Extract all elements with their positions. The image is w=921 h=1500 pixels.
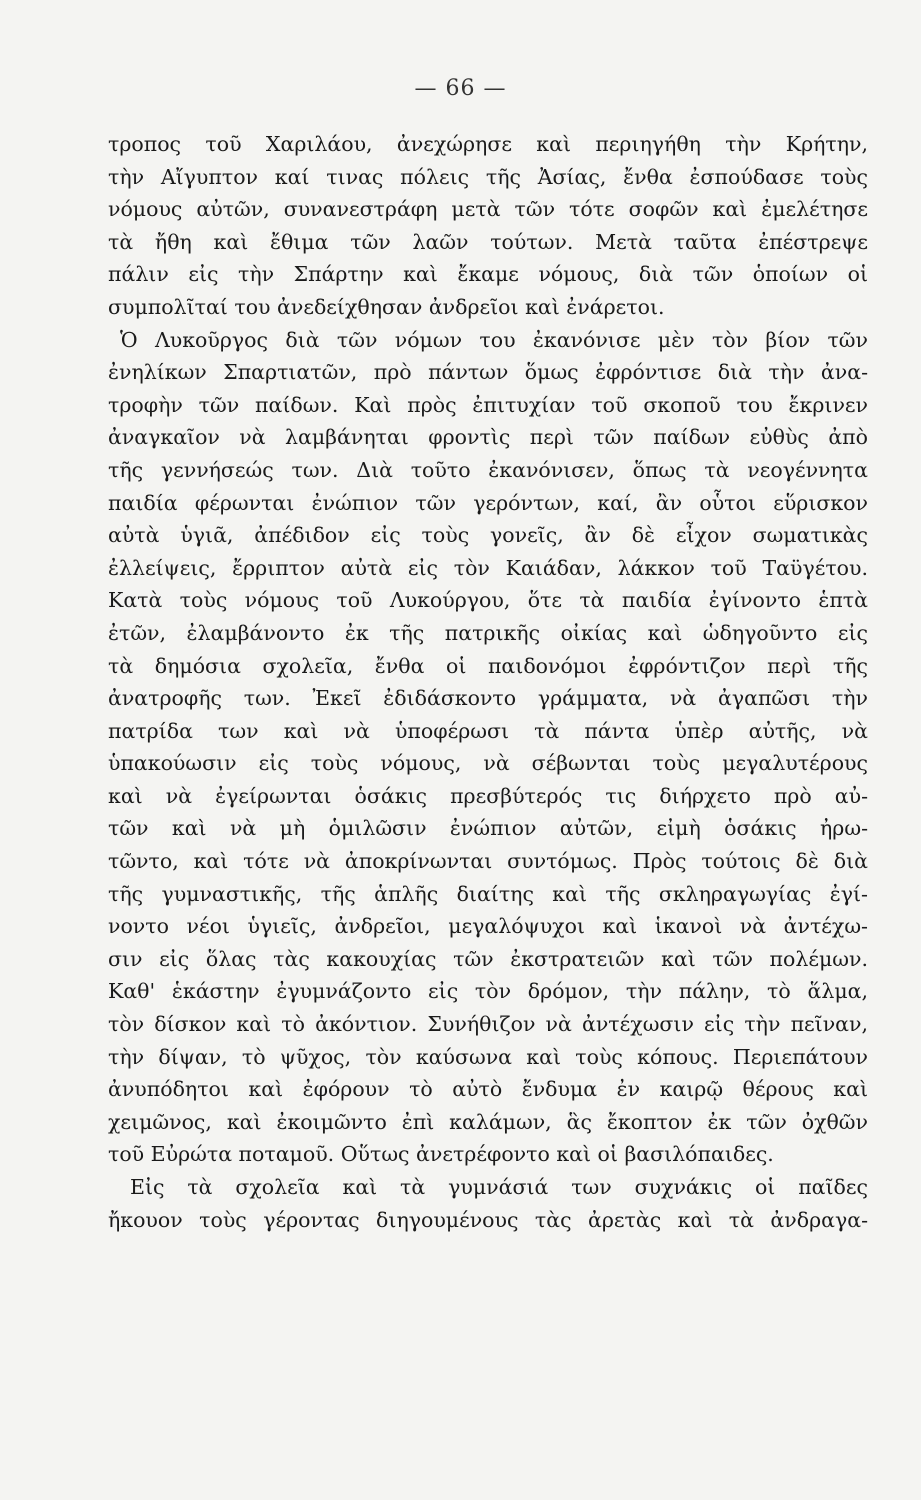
text-line: τῆς γυμναστικῆς, τῆς ἁπλῆς διαίτης καὶ τῆς σκληραγωγίας ἐγί- [108,881,868,906]
text-line: νόμους αὐτῶν, συνανεστράφη μετὰ τῶν τότε σοφῶν καὶ ἐμελέτησε [108,197,868,222]
text-line: τὴν Αἴγυπτον καί τινας πόλεις τῆς Ἀσίας, ἔνθα ἐσπούδασε τοὺς [108,164,868,189]
text-line: παιδία φέρωνται ἐνώπιον τῶν γερόντων, καί, ἂν οὗτοι εὕρισκον [108,490,868,515]
text-line: νοντο νέοι ὑγιεῖς, ἀνδρεῖοι, μεγαλόψυχοι καὶ ἱκανοὶ νὰ ἀντέχω- [108,914,868,939]
text-line: Ὁ Λυκοῦργος διὰ τῶν νόμων του ἐκανόνισε μὲν τὸν βίον τῶν [120,327,868,352]
text-line: Καθ' ἑκάστην ἐγυμνάζοντο εἰς τὸν δρόμον, τὴν πάλην, τὸ ἅλμα, [108,979,868,1004]
text-line: σιν εἰς ὅλας τὰς κακουχίας τῶν ἐκστρατειῶν καὶ τῶν πολέμων. [108,946,868,971]
text-line: τῶν καὶ νὰ μὴ ὁμιλῶσιν ἐνώπιον αὐτῶν, εἰμὴ ὁσάκις ἠρω- [108,816,868,841]
text-line: τὰ ἤθη καὶ ἔθιμα τῶν λαῶν τούτων. Μετὰ ταῦτα ἐπέστρεψε [108,229,868,254]
body-text [108,128,868,1236]
text-line: τὴν δίψαν, τὸ ψῦχος, τὸν καύσωνα καὶ τοὺς κόπους. Περιεπάτουν [108,1044,868,1069]
text-line: Εἰς τὰ σχολεῖα καὶ τὰ γυμνάσιά των συχνάκις οἱ παῖδες [130,1175,868,1199]
text-line: πάλιν εἰς τὴν Σπάρτην καὶ ἔκαμε νόμους, διὰ τῶν ὁποίων οἱ [108,262,868,287]
text-line: συμπολῖταί του ἀνεδείχθησαν ἀνδρεῖοι καὶ ἐνάρετοι. [108,294,665,319]
text-line: τροπος τοῦ Χαριλάου, ἀνεχώρησε καὶ περιηγήθη τὴν Κρήτην, [108,132,868,156]
text-line: τὰ δημόσια σχολεῖα, ἔνθα οἱ παιδονόμοι ἐφρόντιζον περὶ τῆς [108,653,868,678]
page-number: — 66 — [414,76,507,101]
text-line: ἀναγκαῖον νὰ λαμβάνηται φροντὶς περὶ τῶν παίδων εὐθὺς ἀπὸ [108,425,868,450]
text-line: τροφὴν τῶν παίδων. Καὶ πρὸς ἐπιτυχίαν τοῦ σκοποῦ του ἔκρινεν [108,392,868,417]
text-line: ἀνατροφῆς των. Ἐκεῖ ἐδιδάσκοντο γράμματα, νὰ ἀγαπῶσι τὴν [108,686,868,711]
text-line: ἐτῶν, ἐλαμβάνοντο ἐκ τῆς πατρικῆς οἰκίας καὶ ὡδηγοῦντο εἰς [108,620,868,645]
text-line: τὸν δίσκον καὶ τὸ ἀκόντιον. Συνήθιζον νὰ ἀντέχωσιν εἰς τὴν πεῖναν, [108,1012,868,1037]
text-line: αὐτὰ ὑγιᾶ, ἀπέδιδον εἰς τοὺς γονεῖς, ἂν δὲ εἶχον σωματικὰς [108,523,868,548]
text-line: πατρίδα των καὶ νὰ ὑποφέρωσι τὰ πάντα ὑπὲρ αὐτῆς, νὰ [108,718,868,743]
text-line: καὶ νὰ ἐγείρωνται ὁσάκις πρεσβύτερός τις διήρχετο πρὸ αὐ- [108,783,868,808]
text-line: τοῦ Εὐρώτα ποταμοῦ. Οὕτως ἀνετρέφοντο καὶ οἱ βασιλόπαιδες. [108,1142,774,1167]
text-line: ἤκουον τοὺς γέροντας διηγουμένους τὰς ἀρετὰς καὶ τὰ ἀνδραγα- [108,1207,868,1232]
text-line: ἐνηλίκων Σπαρτιατῶν, πρὸ πάντων ὅμως ἐφρόντισε διὰ τὴν ἀνα- [108,360,868,385]
text-line: Κατὰ τοὺς νόμους τοῦ Λυκούργου, ὅτε τὰ παιδία ἐγίνοντο ἑπτὰ [108,588,868,613]
text-line: τῆς γεννήσεώς των. Διὰ τοῦτο ἐκανόνισεν, ὅπως τὰ νεογέννητα [108,457,868,482]
text-line: τῶντο, καὶ τότε νὰ ἀποκρίνωνται συντόμως. Πρὸς τούτοις δὲ διὰ [108,849,868,874]
text-line: χειμῶνος, καὶ ἐκοιμῶντο ἐπὶ καλάμων, ἃς ἔκοπτον ἐκ τῶν ὀχθῶν [108,1109,868,1134]
text-line: ὑπακούωσιν εἰς τοὺς νόμους, νὰ σέβωνται τοὺς μεγαλυτέρους [108,751,868,776]
text-line: ἐλλείψεις, ἔρριπτον αὐτὰ εἰς τὸν Καιάδαν, λάκκον τοῦ Ταϋγέτου. [108,555,868,580]
text-line: ἀνυπόδητοι καὶ ἐφόρουν τὸ αὐτὸ ἔνδυμα ἐν καιρῷ θέρους καὶ [108,1077,868,1102]
